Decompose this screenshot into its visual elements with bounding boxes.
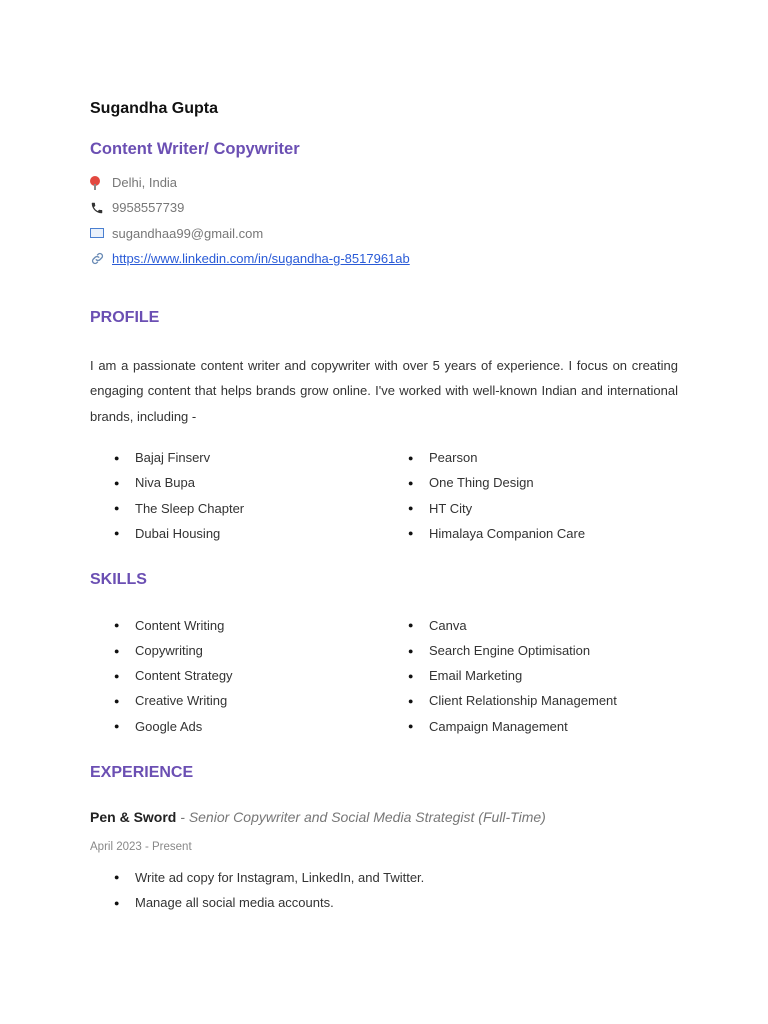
list-item: ● Content Strategy xyxy=(90,663,384,688)
list-item: ● Creative Writing xyxy=(90,688,384,713)
bullet-icon: ● xyxy=(114,645,120,656)
bullet-icon: ● xyxy=(408,503,414,514)
location-text: Delhi, India xyxy=(112,175,178,191)
job-company: Pen & Sword xyxy=(90,808,177,825)
list-item: ● Dubai Housing xyxy=(90,521,384,546)
bullet-icon: ● xyxy=(114,695,120,706)
skills-heading: SKILLS xyxy=(90,570,147,588)
skills-list xyxy=(90,613,678,739)
bullet-icon: ● xyxy=(408,452,414,463)
phone-icon xyxy=(90,201,112,215)
list-item: ● Pearson xyxy=(384,445,678,470)
job-heading xyxy=(90,806,678,828)
bullet-icon: ● xyxy=(114,897,120,908)
bullet-icon: ● xyxy=(114,528,120,539)
email-text: sugandhaa99@gmail.com xyxy=(112,225,264,241)
list-item: ● Content Writing xyxy=(90,613,384,638)
list-item: ● Write ad copy for Instagram, LinkedIn, and Twitter. xyxy=(90,865,678,890)
linkedin-link[interactable]: https://www.linkedin.com/in/sugandha-g-8517961ab xyxy=(112,251,410,267)
list-item: ● HT City xyxy=(384,495,678,520)
bullet-icon: ● xyxy=(114,620,120,631)
contact-phone xyxy=(90,195,678,220)
job-title: Senior Copywriter and Social Media Strategist (Full-Time) xyxy=(188,808,546,825)
contact-block xyxy=(90,170,678,271)
bullet-icon: ● xyxy=(408,528,414,539)
list-item: ● One Thing Design xyxy=(384,470,678,495)
experience-heading: EXPERIENCE xyxy=(90,763,194,781)
job-separator: - xyxy=(176,808,189,825)
candidate-role: Content Writer/ Copywriter xyxy=(90,140,300,158)
bullet-icon: ● xyxy=(114,477,120,488)
list-item: ● Copywriting xyxy=(90,638,384,663)
bullet-icon: ● xyxy=(408,721,414,732)
bullet-icon: ● xyxy=(408,477,414,488)
bullet-icon: ● xyxy=(114,452,120,463)
list-item: ● The Sleep Chapter xyxy=(90,495,384,520)
bullet-icon: ● xyxy=(114,872,120,883)
list-item: ● Canva xyxy=(384,613,678,638)
location-pin-icon xyxy=(90,176,112,190)
list-item: ● Bajaj Finserv xyxy=(90,445,384,470)
list-item: ● Search Engine Optimisation xyxy=(384,638,678,663)
profile-text: I am a passionate content writer and copywriter with over 5 years of experience. I focus on creating engaging content that helps brands grow online. I've worked with well-known Indian and international brands, including - xyxy=(90,358,678,424)
list-item: ● Himalaya Companion Care xyxy=(384,521,678,546)
list-item: ● Niva Bupa xyxy=(90,470,384,495)
bullet-icon: ● xyxy=(408,645,414,656)
bullet-icon: ● xyxy=(408,670,414,681)
skills-left-column xyxy=(90,613,384,739)
list-item: ● Campaign Management xyxy=(384,714,678,739)
list-item: ● Google Ads xyxy=(90,714,384,739)
brands-list xyxy=(90,445,678,546)
contact-location xyxy=(90,170,678,195)
job-duties xyxy=(90,865,425,915)
contact-email xyxy=(90,221,678,246)
link-icon xyxy=(90,251,112,266)
bullet-icon: ● xyxy=(408,695,414,706)
candidate-name: Sugandha Gupta xyxy=(90,100,218,117)
skills-right-column xyxy=(384,613,678,739)
email-icon xyxy=(90,228,112,238)
bullet-icon: ● xyxy=(114,503,120,514)
bullet-icon: ● xyxy=(114,721,120,732)
job-dates: April 2023 - Present xyxy=(90,840,192,853)
bullet-icon: ● xyxy=(114,670,120,681)
bullet-icon: ● xyxy=(408,620,414,631)
list-item: ● Email Marketing xyxy=(384,663,678,688)
resume-content xyxy=(90,98,678,915)
list-item: ● Client Relationship Management xyxy=(384,688,678,713)
contact-linkedin xyxy=(90,246,678,271)
list-item: ● Manage all social media accounts. xyxy=(90,890,678,915)
brands-left-column xyxy=(90,445,384,546)
profile-heading: PROFILE xyxy=(90,309,160,327)
brands-right-column xyxy=(384,445,678,546)
phone-text: 9958557739 xyxy=(112,200,185,216)
